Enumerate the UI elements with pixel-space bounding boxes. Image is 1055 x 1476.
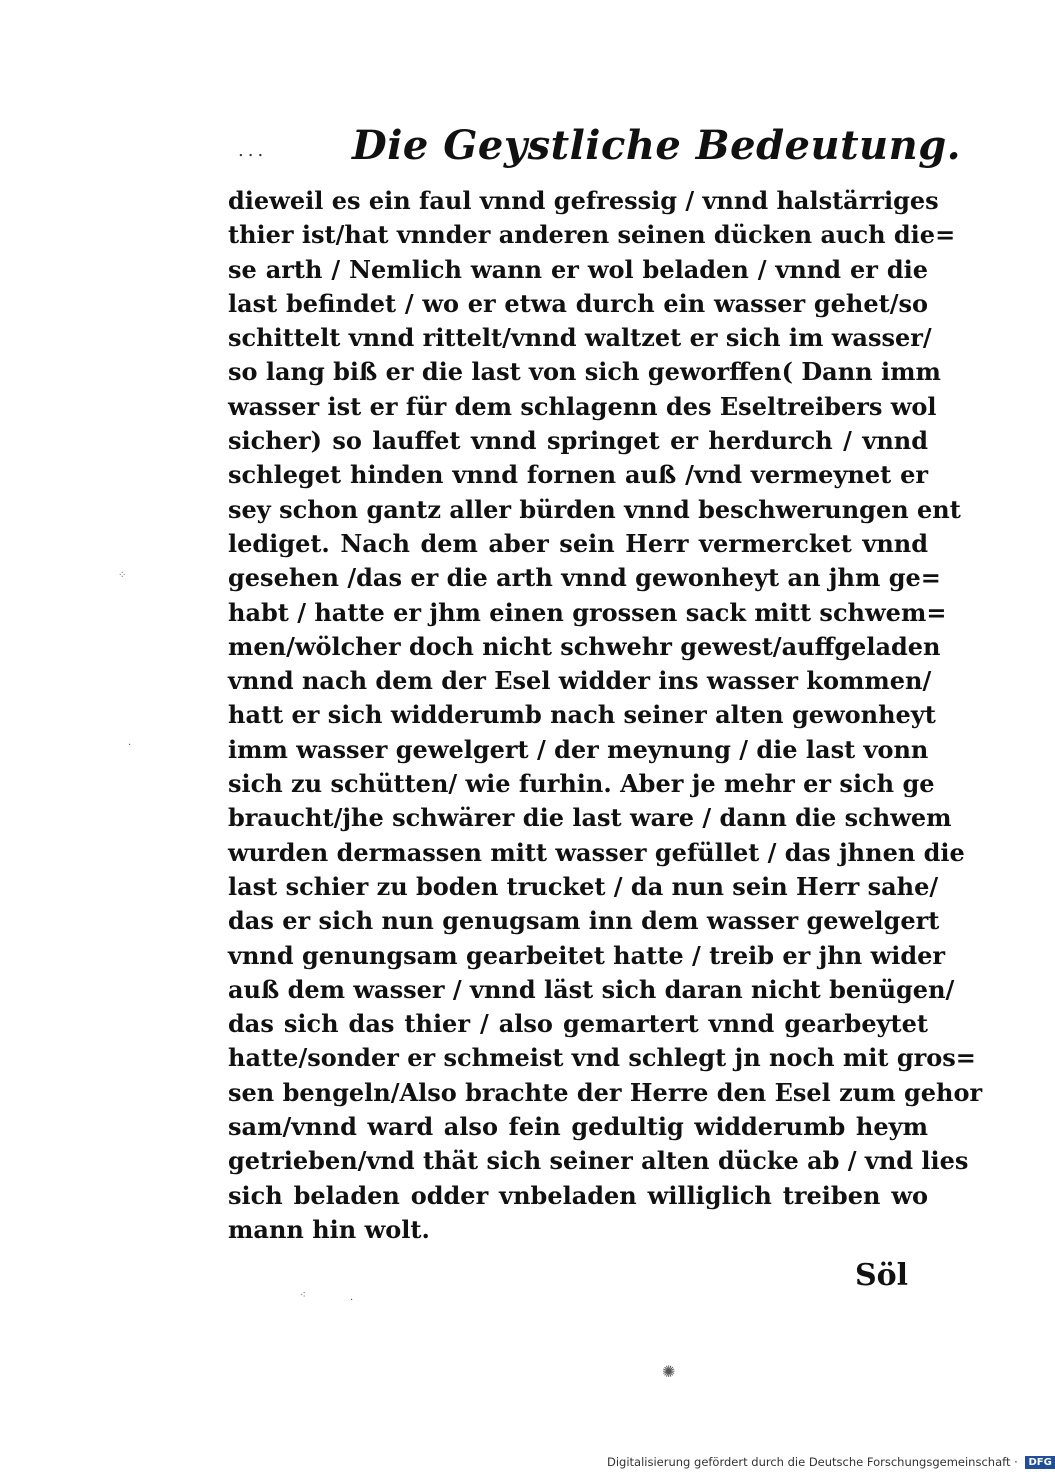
- margin-speck: ·: [350, 1295, 354, 1306]
- text-line-last: mann hin wolt.: [228, 1214, 430, 1244]
- text-line: sam/vnnd ward also fein gedultig widderumb heym: [228, 1112, 928, 1142]
- text-line: so lang biß er die last von sich geworffen( Dann imm: [228, 357, 941, 387]
- text-line: das sich das thier / also gemartert vnnd gearbeytet: [228, 1009, 928, 1039]
- text-line: habt / hatte er jhm einen grossen sack mitt schwem=: [228, 597, 947, 627]
- text-line: hatt er sich widderumb nach seiner alten gewonheyt: [228, 700, 936, 730]
- text-line: schittelt vnnd rittelt/vnnd waltzet er sich im wasser/: [228, 323, 932, 353]
- credit-text: Digitalisierung gefördert durch die Deutsche Forschungsgemeinschaft: [607, 1455, 1011, 1469]
- text-line: sey schon gantz aller bürden vnnd beschwerungen ent: [228, 494, 961, 524]
- digitization-credit: [607, 1455, 1055, 1469]
- text-line: lediget. Nach dem aber sein Herr vermercket vnnd: [228, 528, 928, 558]
- margin-speck: ⁘: [118, 570, 127, 581]
- header-ornament-dots: ...: [238, 140, 268, 161]
- text-line: hatte/sonder er schmeist vnd schlegt jn noch mit gros=: [228, 1043, 976, 1073]
- text-line: last schier zu boden trucket / da nun sein Herr sahe/: [228, 871, 939, 901]
- running-head: Die Geystliche Bedeutung.: [352, 122, 962, 169]
- dfg-logo: DFG: [1025, 1456, 1054, 1469]
- body-text: [228, 184, 983, 1247]
- text-line: men/wölcher doch nicht schwehr gewest/auffgeladen: [228, 631, 941, 661]
- text-line: vnnd nach dem der Esel widder ins wasser kommen/: [228, 666, 932, 696]
- text-line: dieweil es ein faul vnnd gefressig / vnnd halstärriges: [228, 186, 939, 215]
- catchword: Söl: [855, 1258, 909, 1293]
- text-line: thier ist/hat vnnder anderen seinen dücken auch die=: [228, 220, 956, 250]
- text-line: imm wasser gewelgert / der meynung / die last vonn: [228, 734, 929, 764]
- ornament-speck: ✺: [662, 1362, 676, 1381]
- text-line: vnnd genungsam gearbeitet hatte / treib er jhn wider: [228, 940, 946, 970]
- text-line: auß dem wasser / vnnd läst sich daran nicht benügen/: [228, 974, 955, 1004]
- text-line: sich beladen odder vnbeladen williglich treiben wo: [228, 1180, 928, 1210]
- text-line: getrieben/vnd thät sich seiner alten dücke ab / vnd lies: [228, 1146, 969, 1176]
- margin-speck: ·: [128, 740, 132, 751]
- margin-speck: ⁖: [300, 1290, 306, 1301]
- text-line: sich zu schütten/ wie furhin. Aber je mehr er sich ge: [228, 769, 935, 799]
- credit-separator: ·: [1010, 1455, 1022, 1469]
- text-line: braucht/jhe schwärer die last ware / dann die schwem: [228, 803, 952, 833]
- text-line: sen bengeln/Also brachte der Herre den Esel zum gehor: [228, 1077, 983, 1107]
- text-line: wurden dermassen mitt wasser gefüllet / das jhnen die: [228, 837, 965, 867]
- text-line: wasser ist er für dem schlagenn des Eseltreibers wol: [228, 391, 937, 421]
- text-line: se arth / Nemlich wann er wol beladen / vnnd er die: [228, 254, 928, 284]
- text-line: gesehen /das er die arth vnnd gewonheyt an jhm ge=: [228, 563, 941, 593]
- text-line: last befindet / wo er etwa durch ein wasser gehet/so: [228, 288, 928, 318]
- text-line: das er sich nun genugsam inn dem wasser gewelgert: [228, 906, 940, 936]
- text-line: schleget hinden vnnd fornen auß /vnd vermeynet er: [228, 460, 928, 490]
- text-line: sicher) so lauffet vnnd springet er herdurch / vnnd: [228, 426, 928, 456]
